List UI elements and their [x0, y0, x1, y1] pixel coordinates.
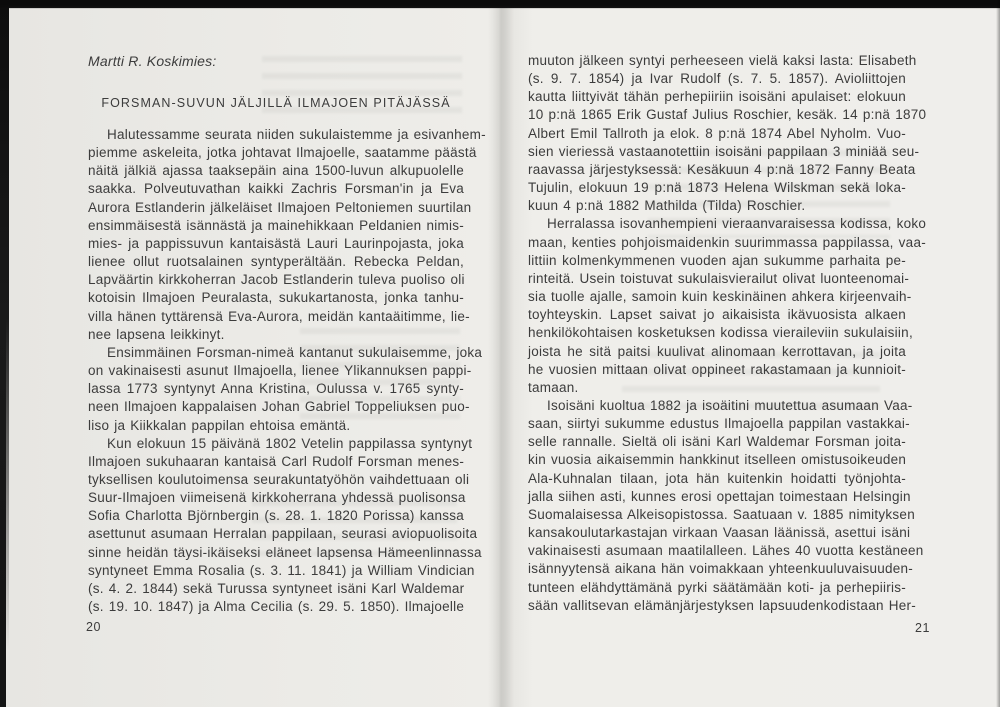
paragraph — [528, 397, 924, 615]
text-line: jalla siihen asti, kunnes erosi opettajan toimestaan Helsingin — [528, 488, 911, 504]
text-line: sia tuolle ajalle, samoin kuin keskinäinen ahkera kirjeenvaih- — [528, 289, 912, 305]
text-line: henkilökohtaisen kosketuksen kodissa vieraileviin sukulaisiin, — [528, 325, 913, 341]
page-number-right: 21 — [915, 621, 930, 635]
page-number-left: 20 — [86, 620, 101, 634]
text-line: 10 p:nä 1865 Erik Gustaf Julius Roschier, kesäk. 14 p:nä 1870 — [528, 107, 927, 123]
scan-edge-top — [0, 0, 1000, 9]
chapter-title: FORSMAN-SUVUN JÄLJILLÄ ILMAJOEN PITÄJÄSSÄ — [101, 96, 451, 110]
text-line: rinteitä. Usein toistuvat sukulaisvierailut olivat luonteenomai- — [528, 270, 910, 286]
text-line: isännyytensä aikana hän voimakkaan yhteenkuuluvaisuuden- — [528, 561, 913, 577]
text-line: (s. 19. 10. 1847) ja Alma Cecilia (s. 29. 5. 1850). Ilmajoelle — [88, 599, 465, 615]
text-line: näitä jälkiä ajassa taaksepäin aina 1500-luvun alkupuolelle — [88, 163, 464, 179]
text-line: maan, kenties pohjoismaidenkin suurimmassa pappilassa, vaa- — [528, 234, 926, 250]
text-line: Suur-Ilmajoen viimeisenä kirkkoherrana yhdessä puolisonsa — [88, 490, 466, 506]
text-line: Aurora Estlanderin jälkeläiset Ilmajoen Peltoniemen suurtilan — [88, 199, 472, 215]
text-line: liso ja Kiikkalan pappilan ehtoisa emäntä. — [88, 417, 351, 433]
text-line: kansakoulutarkastajan virkaan Vaasan läänissä, asettui isäni — [528, 525, 911, 541]
paragraph — [88, 344, 483, 435]
text-line: Kun elokuun 15 päivänä 1802 Vetelin pappilassa syntynyt — [107, 435, 473, 451]
text-line: kuun 4 p:nä 1882 Mathilda (Tilda) Roschier. — [528, 198, 806, 214]
text-line: villa hänen tyttärensä Eva-Aurora, meidän kantaäitimme, lie- — [88, 308, 470, 324]
text-line: on vakinaisesti asunut Ilmajoella, lienee Ylikannuksen pappi- — [88, 363, 472, 379]
text-line: ensimmäisestä isännästä ja mainehikkaan Peldanien nimis- — [88, 217, 464, 233]
scan-edge-left — [0, 0, 9, 707]
text-line: saan, siirtyi sukumme edustus Ilmajoella pappilan vastakkai- — [528, 416, 910, 432]
text-line: Halutessamme seurata niiden sukulaistemme ja esivanhem- — [107, 127, 486, 142]
text-line: Isoisäni kuoltua 1882 ja isoäitini muutettua asumaan Vaa- — [547, 397, 913, 413]
text-line: he vuosien mittaan olivat oppineet rakastamaan ja kunnioit- — [528, 361, 906, 377]
text-line: syntyneet Emma Rosalia (s. 3. 11. 1841) ja William Vindician — [88, 562, 475, 578]
text-line: piemme askeleita, jotka johtavat Ilmajoelle, saatamme päästä — [88, 145, 477, 161]
text-line: selle rannalle. Sieltä oli isäni Karl Waldemar Forsman joita- — [528, 434, 906, 450]
author-byline: Martti R. Koskimies: — [88, 53, 217, 69]
text-line: Suomalaisessa Alkeisopistossa. Saatuaan v. 1885 nimityksen — [528, 506, 915, 522]
text-line: tunteen elähdyttämänä pyrki säätämään koti- ja perhepiiris- — [528, 579, 906, 595]
text-line: littiin kolmenkymmenen vuoden ajan sukumme parhaita pe- — [528, 252, 906, 268]
page-gutter-shadow — [488, 8, 514, 707]
text-line: mies- ja pappissuvun kantaisästä Lauri Laurinpojasta, joka — [88, 235, 464, 251]
text-line: saakka. Polveutuvathan kaikki Zachris Forsman'in ja Eva — [88, 181, 464, 197]
text-line: muuton jälkeen syntyi perheeseen vielä kaksi lasta: Elisabeth — [528, 53, 917, 68]
text-line: Lapväärtin kirkkoherran Jacob Estlanderin tuleva puoliso oli — [88, 272, 465, 288]
text-line: asettunut asumaan Herralan pappilaan, seurasi aviopuolisoita — [88, 526, 478, 542]
text-line: lassa 1773 syntynyt Anna Kristina, Oulussa v. 1765 synty- — [88, 381, 464, 397]
text-line: vakinaisesti asumaan maatilalleen. Lähes 40 vuotta kestäneen — [528, 543, 924, 559]
text-line: kin vuosia aikaisemmin hankkinut itselleen omistusoikeuden — [528, 452, 907, 468]
text-line: sinne heidän täysi-ikäiseksi eläneet lapsensa Hämeenlinnassa — [88, 544, 482, 560]
text-line: nee lapsena leikkinyt. — [88, 326, 225, 342]
text-line: tyksellisen koulutoimensa seurakuntatyöhön vaihdettuaan oli — [88, 471, 470, 487]
text-line: Albert Emil Tallroth ja elok. 8 p:nä 1874 Abel Nyholm. Vuo- — [528, 125, 906, 141]
text-line: Sofia Charlotta Björnbergin (s. 28. 1. 1820 Porissa) kanssa — [88, 508, 464, 524]
text-line: Tujulin, elokuun 19 p:nä 1873 Helena Wilskman sekä loka- — [528, 180, 906, 196]
text-line: Herralassa isovanhempieni vieraanvaraisessa kodissa, koko — [547, 216, 927, 232]
text-line: raavassa järjestyksessä: Kesäkuun 4 p:nä 1872 Fanny Beata — [528, 161, 916, 177]
text-line: (s. 4. 2. 1844) sekä Turussa syntyneet isäni Karl Waldemar — [88, 580, 465, 596]
text-line: neen Ilmajoen kappalaisen Johan Gabriel Toppeliuksen puo- — [88, 399, 470, 415]
text-line: tamaan. — [528, 379, 579, 395]
text-line: sään vallitsevan elämänjärjestyksen lapsuudenkodistaan Her- — [528, 597, 916, 613]
text-line: Ala-Kuhnalan tilaan, jota hän kuitenkin hoidatti työnjohta- — [528, 470, 906, 486]
text-line: kotoisin Ilmajoen Peuralasta, sukukartanosta, jonka tanhu- — [88, 290, 464, 306]
text-line: toyhteyskin. Lapset saivat jo aikaisista ikävuosista alkaen — [528, 307, 906, 323]
text-line: Ilmajoen sukuhaaran kantaisä Carl Rudolf Forsman menes- — [88, 453, 465, 469]
right-page-text-column — [528, 52, 927, 615]
text-line: kautta liittyivät tähän perhepiiriin isoisäni apulaiset: elokuun — [528, 89, 906, 105]
text-line: joista he sitä paitsi kuulivat alinomaan kerrottavan, ja joita — [528, 343, 906, 359]
paragraph — [88, 435, 482, 617]
paragraph — [528, 52, 927, 215]
scan-edge-right — [996, 0, 1000, 707]
text-line: lienee ollut ruotsalainen syntyperältään. Rebecka Peldan, — [88, 254, 464, 270]
paragraph — [528, 215, 927, 397]
left-page-text-column — [88, 126, 486, 616]
paragraph — [88, 126, 486, 344]
text-line: (s. 9. 7. 1854) ja Ivar Rudolf (s. 7. 5. 1857). Avioliittojen — [528, 71, 906, 87]
text-line: sien vieriessä vastaanotettiin isoisäni pappilaan 3 miniää seu- — [528, 143, 920, 159]
text-line: Ensimmäinen Forsman-nimeä kantanut sukulaisemme, joka — [107, 344, 483, 360]
